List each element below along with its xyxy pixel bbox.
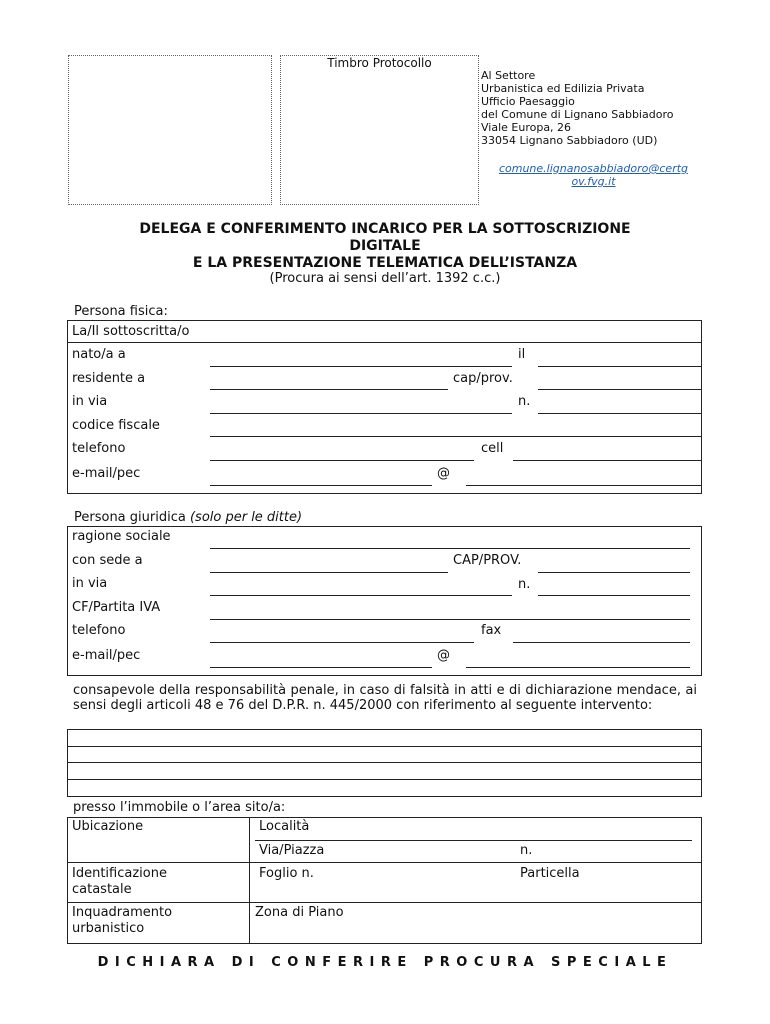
- label-particella: Particella: [520, 866, 580, 881]
- pec-link-line2[interactable]: ov.fvg.it: [571, 175, 616, 188]
- label-email-giuridica: e-mail/pec: [72, 648, 141, 663]
- label-at: @: [437, 466, 450, 481]
- intervento-box: [67, 729, 702, 797]
- cap-prov-field[interactable]: [538, 572, 690, 573]
- persona-fisica-heading: Persona fisica:: [74, 304, 168, 319]
- label-n-giuridica: n.: [518, 577, 531, 592]
- label-codice-fiscale: codice fiscale: [72, 418, 160, 433]
- sede-field[interactable]: [210, 572, 448, 573]
- label-partita-iva: CF/Partita IVA: [72, 600, 161, 615]
- persona-fisica-frame: [67, 320, 702, 494]
- identificazione-line2: catastale: [72, 882, 132, 897]
- fax-field[interactable]: [513, 642, 690, 643]
- cap-field[interactable]: [538, 389, 701, 390]
- label-sede: con sede a: [72, 553, 143, 568]
- via-field[interactable]: [210, 413, 512, 414]
- email-giuridica-domain-field[interactable]: [466, 667, 690, 668]
- label-zona-di-piano: Zona di Piano: [255, 905, 344, 920]
- persona-giuridica-heading: [74, 510, 302, 525]
- localita-field[interactable]: [255, 840, 692, 841]
- label-telefono: telefono: [72, 441, 126, 456]
- label-via-giuridica: in via: [72, 576, 108, 591]
- immobile-row-divider: [67, 862, 701, 863]
- label-residente: residente a: [72, 371, 146, 386]
- signature-box: [68, 55, 272, 205]
- partita-iva-field[interactable]: [210, 619, 690, 620]
- label-inquadramento-urbanistico: [72, 905, 172, 937]
- email-domain-field[interactable]: [466, 485, 701, 486]
- recipient-line: 33054 Lignano Sabbiadoro (UD): [481, 134, 658, 147]
- label-sottoscritto: La/Il sottoscritta/o: [72, 324, 190, 339]
- ragione-sociale-field[interactable]: [210, 548, 690, 549]
- label-ragione-sociale: ragione sociale: [72, 529, 171, 544]
- label-nato: nato/a a: [72, 347, 126, 362]
- stamp-label: Timbro Protocollo: [327, 56, 432, 70]
- identificazione-line1: Identificazione: [72, 866, 167, 881]
- pec-link-block[interactable]: [481, 162, 706, 188]
- telefono-field[interactable]: [210, 460, 474, 461]
- email-user-field[interactable]: [210, 485, 432, 486]
- civico-field[interactable]: [538, 413, 701, 414]
- label-at-giuridica: @: [437, 648, 450, 663]
- via-giuridica-field[interactable]: [210, 595, 512, 596]
- recipient-line: Viale Europa, 26: [481, 121, 572, 134]
- inquadramento-line2: urbanistico: [72, 921, 145, 936]
- label-telefono-giuridica: telefono: [72, 623, 126, 638]
- label-foglio: Foglio n.: [259, 866, 314, 881]
- recipient-address: [481, 69, 721, 147]
- title-line1: DELEGA E CONFERIMENTO INCARICO PER LA SOTTOSCRIZIONE: [139, 221, 631, 237]
- dichiara-heading: DICHIARA DI CONFERIRE PROCURA SPECIALE: [97, 955, 673, 970]
- nato-field[interactable]: [210, 366, 512, 367]
- recipient-line: Al Settore: [481, 69, 536, 82]
- title-line2: DIGITALE: [349, 238, 421, 254]
- intervento-line[interactable]: [67, 779, 701, 780]
- protocol-stamp-box: [280, 55, 479, 205]
- email-giuridica-user-field[interactable]: [210, 667, 432, 668]
- label-fax: fax: [481, 623, 502, 638]
- label-ubicazione: Ubicazione: [72, 819, 144, 834]
- immobile-row-divider: [67, 902, 701, 903]
- title-line3: E LA PRESENTAZIONE TELEMATICA DELL’ISTANZA: [192, 255, 578, 271]
- inquadramento-line1: Inquadramento: [72, 905, 173, 920]
- immobile-heading: presso l’immobile o l’area sito/a:: [73, 800, 286, 815]
- label-localita: Località: [259, 819, 310, 834]
- immobile-column-divider: [249, 817, 250, 943]
- label-cap: cap/prov.: [453, 371, 513, 386]
- consapevole-paragraph: consapevole della responsabilità penale, in caso di falsità in atti e di dichiarazione mendace, ai sensi degli articoli 48 e 76 del D.P.R. n. 445/2000 con riferimento al seguente intervento:: [73, 683, 697, 713]
- sottoscritto-field[interactable]: [67, 342, 701, 343]
- recipient-line: del Comune di Lignano Sabbiadoro: [481, 108, 674, 121]
- recipient-line: Urbanistica ed Edilizia Privata: [481, 82, 645, 95]
- label-identificazione-catastale: [72, 866, 167, 898]
- intervento-line[interactable]: [67, 762, 701, 763]
- codice-fiscale-field[interactable]: [210, 436, 701, 437]
- persona-giuridica-note: (solo per le ditte): [189, 510, 303, 525]
- il-field[interactable]: [538, 366, 701, 367]
- telefono-giuridica-field[interactable]: [210, 642, 474, 643]
- document-subtitle: (Procura ai sensi dell’art. 1392 c.c.): [269, 271, 501, 286]
- label-via: in via: [72, 394, 108, 409]
- label-via-piazza: Via/Piazza: [259, 843, 325, 858]
- label-cap-prov: CAP/PROV.: [453, 553, 522, 568]
- persona-giuridica-title: Persona giuridica: [74, 510, 186, 525]
- residente-field[interactable]: [210, 389, 448, 390]
- label-il: il: [518, 347, 526, 362]
- cell-field[interactable]: [513, 460, 701, 461]
- pec-link-line1[interactable]: comune.lignanosabbiadoro@certg: [498, 162, 689, 175]
- civico-giuridica-field[interactable]: [538, 595, 690, 596]
- label-cell: cell: [481, 441, 504, 456]
- label-email: e-mail/pec: [72, 466, 141, 481]
- recipient-line: Ufficio Paesaggio: [481, 95, 575, 108]
- document-title: [60, 221, 710, 272]
- label-n: n.: [518, 394, 531, 409]
- label-n-immobile: n.: [520, 843, 533, 858]
- intervento-line[interactable]: [67, 746, 701, 747]
